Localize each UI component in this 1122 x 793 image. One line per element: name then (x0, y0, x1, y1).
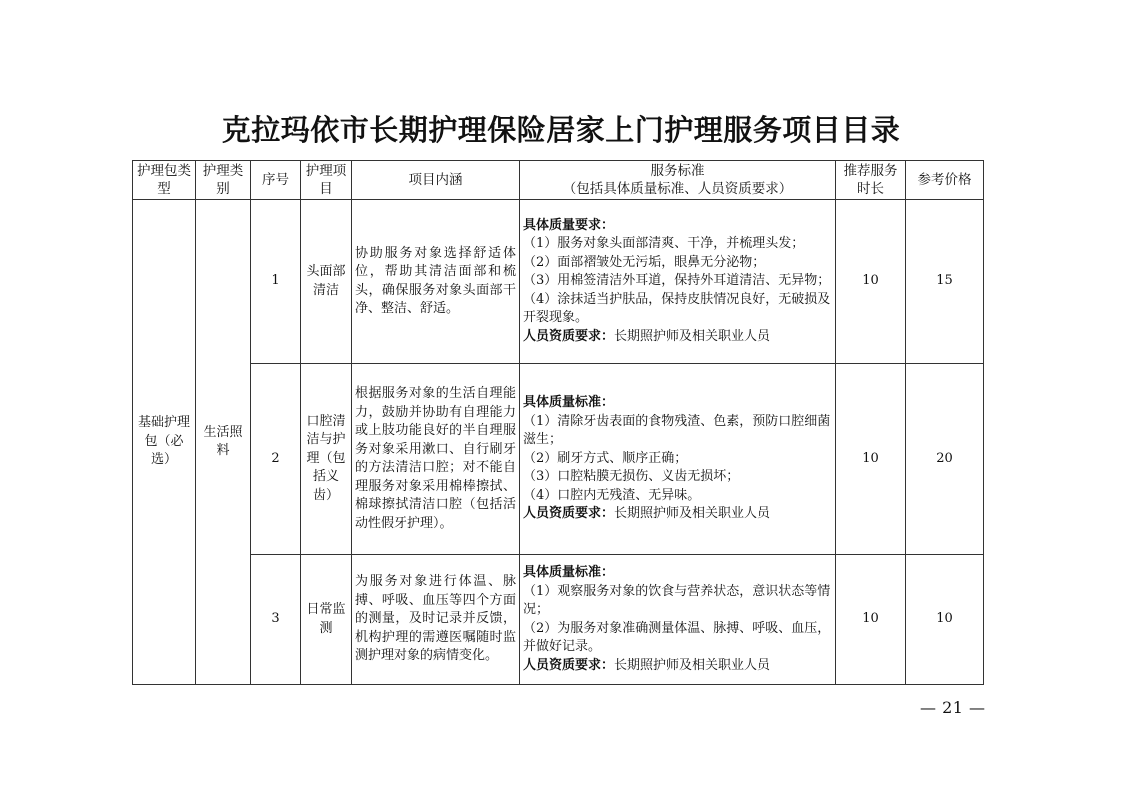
quality-item: （4）口腔内无残渣、无异味。 (523, 487, 701, 503)
staff-heading: 人员资质要求： (523, 506, 615, 522)
staff-requirement (523, 657, 832, 676)
duration-cell: 10 (836, 200, 906, 364)
quality-item: （1）服务对象头面部清爽、干净，并梳理头发； (523, 236, 805, 252)
content-cell: 根据服务对象的生活自理能力，鼓励并协助有自理能力或上肢功能良好的半自理服务对象采用漱口、自行刷牙的方法清洁口腔；对不能自理服务对象采用棉棒擦拭、棉球擦拭清洁口腔（包括活动性假牙护理）。 (352, 364, 520, 555)
header-standard-main: 服务标准 (650, 162, 705, 179)
quality-item: （1）清除牙齿表面的食物残渣、色素，预防口腔细菌滋生； (523, 413, 831, 448)
standard-cell (520, 364, 836, 555)
quality-heading: 具体质量标准： (523, 395, 615, 411)
package-type-cell: 基础护理包（必选） (133, 200, 196, 685)
quality-item: （3）口腔粘膜无损伤、义齿无损坏； (523, 469, 740, 485)
header-content: 项目内涵 (352, 161, 520, 200)
staff-heading: 人员资质要求： (523, 657, 615, 673)
content-cell: 协助服务对象选择舒适体位，帮助其清洁面部和梳头，确保服务对象头面部干净、整洁、舒适。 (352, 200, 520, 364)
header-care-category: 护理类别 (196, 161, 251, 200)
header-item: 护理项目 (301, 161, 352, 200)
table-row (133, 364, 984, 555)
seq-cell: 2 (251, 364, 301, 555)
staff-text: 长期照护师及相关职业人员 (614, 328, 771, 344)
duration-cell: 10 (836, 555, 906, 685)
staff-text: 长期照护师及相关职业人员 (614, 657, 771, 673)
quality-heading: 具体质量要求： (523, 217, 615, 233)
quality-item: （4）涂抹适当护肤品，保持皮肤情况良好，无破损及开裂现象。 (523, 291, 831, 326)
header-standard-sub: （包括具体质量标准、人员资质要求） (562, 181, 793, 197)
item-cell: 头面部清洁 (301, 200, 352, 364)
header-package-type: 护理包类型 (133, 161, 196, 200)
care-category-cell: 生活照料 (196, 200, 251, 685)
staff-requirement (523, 328, 832, 347)
standard-cell (520, 555, 836, 685)
standard-cell (520, 200, 836, 364)
item-cell: 日常监测 (301, 555, 352, 685)
quality-item: （2）为服务对象准确测量体温、脉搏、呼吸、血压，并做好记录。 (523, 620, 831, 654)
quality-item: （2）刷牙方式、顺序正确； (523, 450, 688, 466)
page-number: — 21 — (920, 698, 986, 717)
duration-cell: 10 (836, 364, 906, 555)
seq-cell: 1 (251, 200, 301, 364)
header-standard (520, 161, 836, 200)
price-cell: 15 (906, 200, 984, 364)
staff-heading: 人员资质要求： (523, 328, 615, 344)
table-row (133, 200, 984, 364)
quality-item: （1）观察服务对象的饮食与营养状态，意识状态等情况； (523, 583, 831, 617)
staff-text: 长期照护师及相关职业人员 (614, 506, 771, 522)
quality-item: （2）面部褶皱处无污垢，眼鼻无分泌物； (523, 254, 766, 270)
table-header-row (133, 161, 984, 200)
price-cell: 10 (906, 555, 984, 685)
quality-item: （3）用棉签清洁外耳道，保持外耳道清洁、无异物； (523, 273, 831, 289)
item-cell: 口腔清洁与护理（包括义齿） (301, 364, 352, 555)
header-duration: 推荐服务时长 (836, 161, 906, 200)
service-catalog-table (132, 160, 984, 685)
staff-requirement (523, 505, 832, 524)
header-price: 参考价格 (906, 161, 984, 200)
seq-cell: 3 (251, 555, 301, 685)
table-row (133, 555, 984, 685)
content-cell: 为服务对象进行体温、脉搏、呼吸、血压等四个方面的测量，及时记录并反馈，机构护理的需遵医嘱随时监测护理对象的病情变化。 (352, 555, 520, 685)
header-seq: 序号 (251, 161, 301, 200)
document-title: 克拉玛依市长期护理保险居家上门护理服务项目目录 (221, 113, 901, 147)
price-cell: 20 (906, 364, 984, 555)
quality-heading: 具体质量标准： (523, 565, 615, 580)
